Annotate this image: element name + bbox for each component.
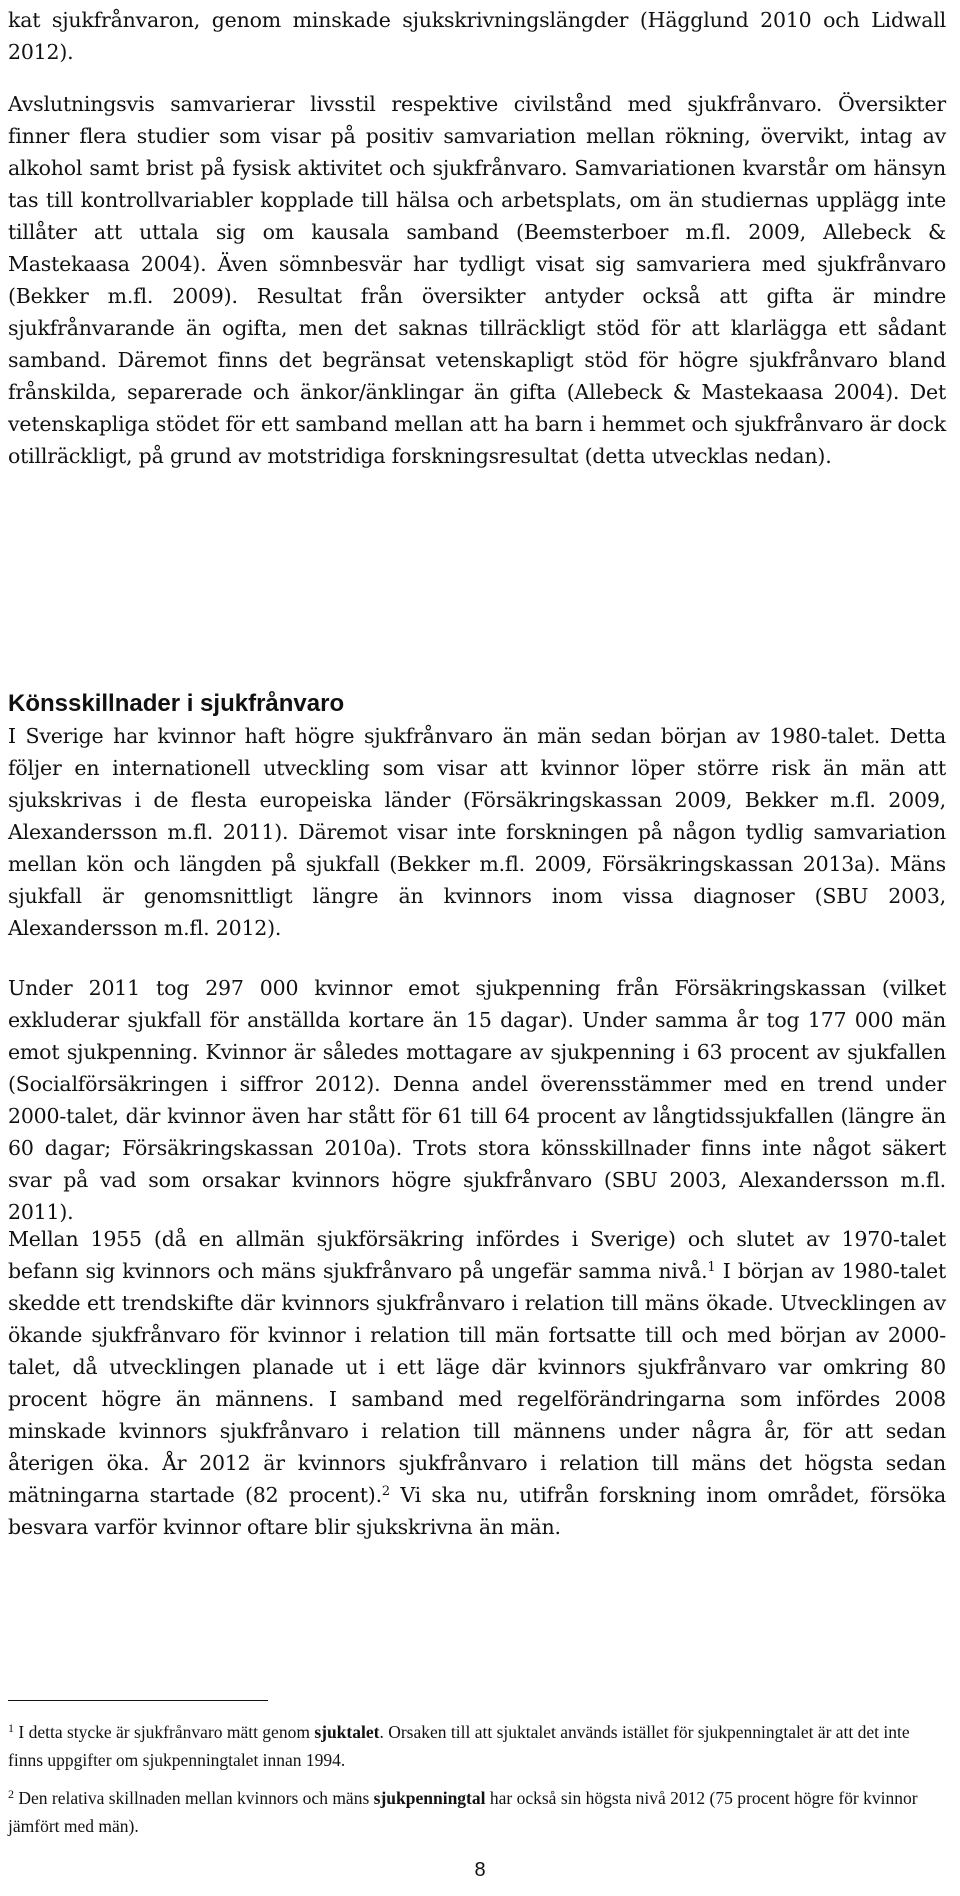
paragraph-sickness-benefit-2011: Under 2011 tog 297 000 kvinnor emot sjukpenning från Försäkringskassan (vilket exkluderar sjukfall för anställda kortare än 15 dagar). Under samma år tog 177 000 män emot sjukpenning. Kvinnor är således mottagare av sjukpenning i 63 procent av sjukfallen (Socialförsäkringen i siffror 2012). Denna andel överensstämmer med en trend under 2000-talet, där kvinnor även har stått för 61 till 64 procent av långtidssjukfallen (längre än 60 dagar; Försäkringskassan 2010a). Trots stora könsskillnader finns inte något säkert svar på vad som orsakar kvinnors högre sjukfrånvaro (SBU 2003, Alexandersson m.fl. 2011). xyxy=(8,976,946,1224)
footnote-2-bold-term: sjukpenningtal xyxy=(373,1788,486,1808)
footnote-1-number: 1 xyxy=(8,1721,14,1735)
footnote-ref-2[interactable]: 2 xyxy=(381,1484,390,1499)
footnote-2 xyxy=(8,1784,943,1840)
paragraph-sweden-gender-differences: I Sverige har kvinnor haft högre sjukfrånvaro än män sedan början av 1980-talet. Detta följer en internationell utveckling som visar att kvinnor löper större risk än män att sjukskrivas i de flesta europeiska länder (Försäkringskassan 2009, Bekker m.fl. 2009, Alexandersson m.fl. 2011). Däremot visar inte forskningen på någon tydlig samvariation mellan kön och längden på sjukfall (Bekker m.fl. 2009, Försäkringskassan 2013a). Mäns sjukfall är genomsnittligt längre än kvinnors inom vissa diagnoser (SBU 2003, Alexandersson m.fl. 2012). xyxy=(8,724,946,940)
paragraph-historical-trend xyxy=(8,1223,946,1543)
paragraph-historical-trend-part-a: Mellan 1955 (då en allmän sjukförsäkring infördes i Sverige) och slutet av 1970-talet befann sig kvinnors och mäns sjukfrånvaro på ungefär samma nivå. xyxy=(8,1227,946,1283)
footnote-ref-1[interactable]: 1 xyxy=(707,1260,716,1275)
page-number: 8 xyxy=(474,1859,486,1881)
footnote-2-text-b: har också sin högsta nivå 2012 (75 procent högre för kvinnor jämfört med män). xyxy=(8,1788,918,1836)
footnote-1-text-a: I detta stycke är sjukfrånvaro mätt genom xyxy=(14,1722,315,1742)
paragraph-historical-trend-part-c: Vi ska nu, utifrån forskning inom området, försöka besvara varför kvinnor oftare blir sjukskrivna än män. xyxy=(8,1483,946,1539)
footnote-1 xyxy=(8,1718,943,1774)
paragraph-historical-trend-part-b: I början av 1980-talet skedde ett trendskifte där kvinnors sjukfrånvaro i relation till mäns ökade. Utvecklingen av ökande sjukfrånvaro för kvinnor i relation till män fortsatte till och med början av 2000-talet, då utvecklingen planade ut i ett läge där kvinnors sjukfrånvaro var omkring 80 procent högre än männens. I samband med regelförändringarna som infördes 2008 minskade kvinnors sjukfrånvaro i relation till männens under några år, för att sedan återigen öka. År 2012 är kvinnors sjukfrånvaro i relation till mäns det högsta sedan mätningarna startade (82 procent). xyxy=(8,1259,946,1507)
footnote-2-text-a: Den relativa skillnaden mellan kvinnors och mäns xyxy=(14,1788,374,1808)
section-heading: Könsskillnader i sjukfrånvaro xyxy=(8,690,345,717)
footnote-1-bold-term: sjuktalet xyxy=(314,1722,380,1742)
footnote-divider xyxy=(8,1700,268,1701)
footnote-1-text-b: . Orsaken till att sjuktalet används istället för sjukpenningtalet är att det inte finns uppgifter om sjukpenningtalet innan 1994. xyxy=(8,1722,910,1770)
paragraph-lifestyle-civil-status: Avslutningsvis samvarierar livsstil respektive civilstånd med sjukfrånvaro. Översikter finner flera studier som visar på positiv samvariation mellan rökning, övervikt, intag av alkohol samt brist på fysisk aktivitet och sjukfrånvaro. Samvariationen kvarstår om hänsyn tas till kontrollvariabler kopplade till hälsa och arbetsplats, om än studiernas upplägg inte tillåter att uttala sig om kausala samband (Beemsterboer m.fl. 2009, Allebeck & Mastekaasa 2004). Även sömnbesvär har tydligt visat sig samvariera med sjukfrånvaro (Bekker m.fl. 2009). Resultat från översikter antyder också att gifta är mindre sjukfrånvarande än ogifta, men det saknas tillräckligt stöd för att klarlägga ett sådant samband. Däremot finns det begränsat vetenskapligt stöd för högre sjukfrånvaro bland frånskilda, separerade och änkor/änklingar än gifta (Allebeck & Mastekaasa 2004). Det vetenskapliga stödet för ett samband mellan att ha barn i hemmet och sjukfrånvaro är dock otillräckligt, på grund av motstridiga forskningsresultat (detta utvecklas nedan). xyxy=(8,92,946,468)
paragraph-continuation: kat sjukfrånvaron, genom minskade sjukskrivningslängder (Hägglund 2010 och Lidwall 2012). xyxy=(8,8,946,64)
footnote-2-number: 2 xyxy=(8,1787,14,1801)
